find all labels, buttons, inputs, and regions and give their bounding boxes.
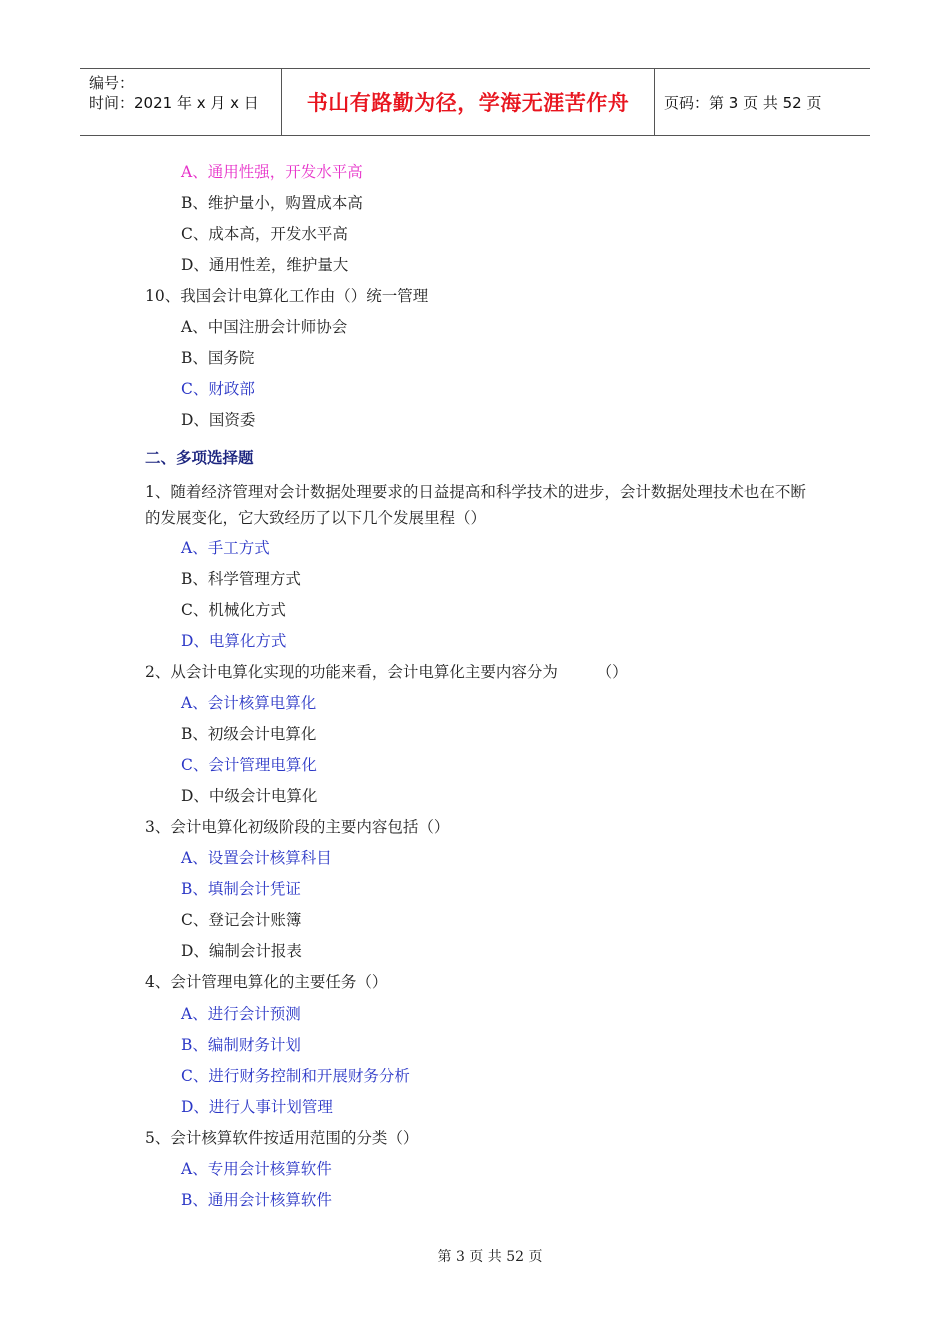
option-line: D、国资委 <box>181 411 256 429</box>
option-line: B、国务院 <box>181 349 255 367</box>
option-line: C、登记会计账簿 <box>181 911 302 929</box>
option-line: D、电算化方式 <box>181 632 287 650</box>
header-meta <box>80 69 282 135</box>
option-line: C、机械化方式 <box>181 601 286 619</box>
option-line: B、填制会计凭证 <box>181 880 301 898</box>
header-motto-cell <box>282 69 655 135</box>
option-line: A、中国注册会计师协会 <box>181 318 348 336</box>
header-page-info: 页码：第 3 页 共 52 页 <box>664 93 822 112</box>
question-line: 4、会计管理电算化的主要任务（） <box>145 973 388 991</box>
option-line: C、成本高，开发水平高 <box>181 225 348 243</box>
option-line: A、专用会计核算软件 <box>181 1160 332 1178</box>
option-line: C、会计管理电算化 <box>181 756 317 774</box>
option-line: D、通用性差，维护量大 <box>181 256 349 274</box>
option-line: C、财政部 <box>181 380 255 398</box>
option-line: B、初级会计电算化 <box>181 725 317 743</box>
question-line: 1、随着经济管理对会计数据处理要求的日益提高和科学技术的进步，会计数据处理技术也在不断的发展变化，它大致经历了以下几个发展里程（） <box>145 483 806 527</box>
option-line: D、进行人事计划管理 <box>181 1098 333 1116</box>
page-header <box>80 68 870 136</box>
option-line: B、通用会计核算软件 <box>181 1191 332 1209</box>
option-line: A、会计核算电算化 <box>181 694 317 712</box>
option-line: A、进行会计预测 <box>181 1005 301 1023</box>
number-label: 编号： <box>89 74 135 92</box>
time-label: 时间：2021 年 x 月 x 日 <box>89 94 259 112</box>
option-line: A、手工方式 <box>181 539 270 557</box>
option-line: A、通用性强，开发水平高 <box>181 163 363 181</box>
option-line: D、中级会计电算化 <box>181 787 318 805</box>
option-line: B、科学管理方式 <box>181 570 301 588</box>
page-footer <box>0 1246 950 1266</box>
section-heading: 二、多项选择题 <box>145 449 254 467</box>
option-line: D、编制会计报表 <box>181 942 302 960</box>
option-line: B、编制财务计划 <box>181 1036 301 1054</box>
option-line: B、维护量小，购置成本高 <box>181 194 363 212</box>
option-line: C、进行财务控制和开展财务分析 <box>181 1067 410 1085</box>
question-line: 10、我国会计电算化工作由（）统一管理 <box>145 287 429 305</box>
question-line: 5、会计核算软件按适用范围的分类（） <box>145 1129 419 1147</box>
motto-text: 书山有路勤为径，学海无涯苦作舟 <box>306 90 630 115</box>
question-line: 3、会计电算化初级阶段的主要内容包括（） <box>145 818 450 836</box>
question-line: 2、从会计电算化实现的功能来看，会计电算化主要内容分为 （） <box>145 663 628 681</box>
option-line: A、设置会计核算科目 <box>181 849 332 867</box>
footer-page-number: 第 3 页 共 52 页 <box>437 1249 543 1265</box>
